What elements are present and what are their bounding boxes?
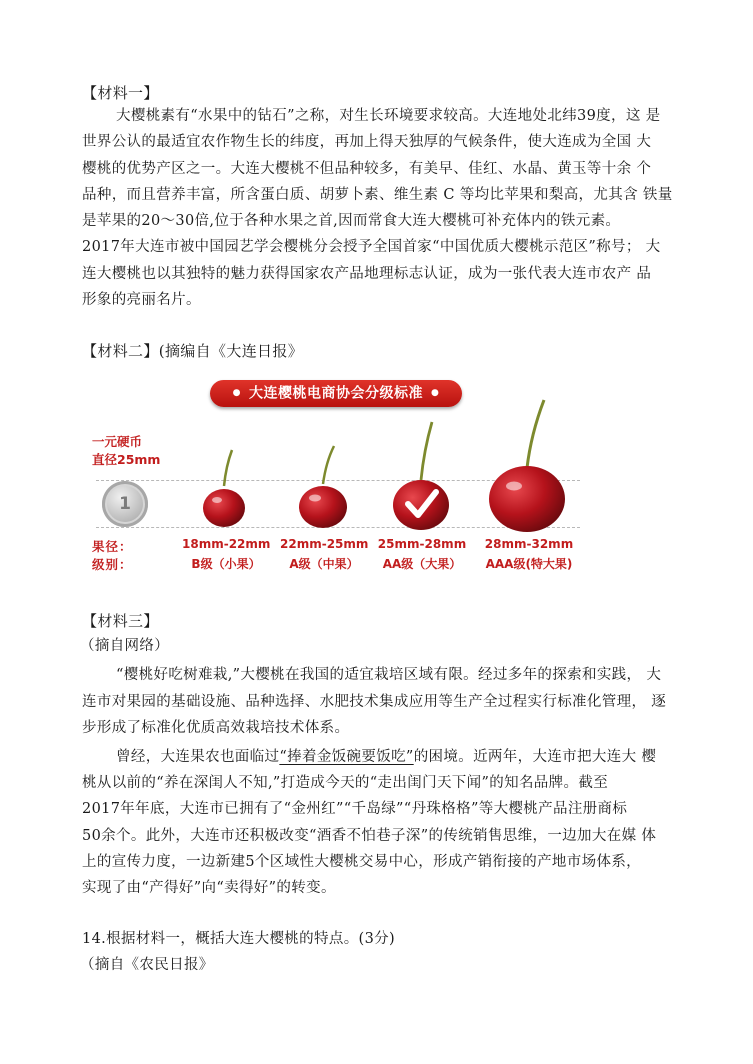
material1-heading: 【材料一】 — [82, 84, 159, 102]
grade-level: AAA级(特大果) — [485, 557, 573, 571]
grade-size: 25mm-28mm — [377, 537, 467, 551]
material3-line: 连市对果园的基础设施、品种选择、水肥技术集成应用等生产全过程实行标准化管理， 逐 — [82, 694, 667, 710]
question-source: （摘自《农民日报》 — [80, 957, 214, 973]
material3-line — [116, 747, 656, 767]
grade-size: 28mm-32mm — [484, 537, 574, 551]
text-run: 的困境。近两年，大连市把大连大 樱 — [413, 749, 657, 765]
material1-line: 品种，而且营养丰富，所含蛋白质、胡萝卜素、维生素 C 等均比苹果和梨高，尤其含 铁量 — [82, 187, 673, 203]
material3-line: 上的宣传力度，一边新建5个区域性大樱桃交易中心，形成产销衔接的产地市场体系， — [82, 854, 642, 870]
cherry-b-icon — [200, 448, 248, 530]
size-row-label: 果径： — [92, 539, 133, 554]
grade-size: 22mm-25mm — [280, 537, 369, 551]
cherry-a-icon — [296, 444, 350, 530]
figure-title-banner — [210, 380, 462, 407]
material1-line: 2017年大连市被中国园艺学会樱桃分会授予全国首家“中国优质大樱桃示范区”称号； 大 — [82, 239, 661, 255]
material3-heading: 【材料三】 — [82, 612, 159, 630]
material3-source: （摘自网络） — [80, 638, 170, 654]
question-text: 14.根据材料一，概括大连大樱桃的特点。(3分) — [82, 931, 395, 947]
material3-line: 2017年年底，大连市已拥有了“金州红”“千岛绿”“丹珠格格”等大樱桃产品注册商标 — [82, 801, 628, 817]
coin-glyph: 1 — [119, 494, 131, 514]
material3-line: 实现了由“产得好”向“卖得好”的转变。 — [82, 880, 336, 896]
grade-level: AA级（大果） — [382, 557, 462, 571]
material3-line: “樱桃好吃树难栽,”大樱桃在我国的适宜栽培区域有限。经过多年的探索和实践， 大 — [116, 667, 662, 683]
figure-title: 大连樱桃电商协会分级标准 — [249, 385, 423, 402]
material3-line: 桃从以前的“养在深闺人不知,”打造成今天的“走出闺门天下闻”的知名品牌。截至 — [82, 775, 609, 791]
coin-label: 一元硬币 — [92, 434, 143, 449]
grade-level: A级（中果） — [289, 557, 359, 571]
grade-size: 18mm-22mm — [182, 537, 271, 551]
underlined-phrase: “捧着金饭碗要饭吃” — [279, 749, 414, 765]
bullet-dot: ● — [232, 388, 241, 398]
text-run: 曾经，大连果农也面临过 — [116, 749, 280, 765]
material1-line: 是苹果的20～30倍,位于各种水果之首,因而常食大连大樱桃可补充体内的铁元素。 — [82, 213, 621, 229]
cherry-aaa-icon — [486, 398, 568, 534]
grade-row-label: 级别： — [92, 557, 133, 572]
bullet-dot: ● — [431, 388, 440, 398]
material2-heading: 【材料二】(摘编自《大连日报》 — [82, 342, 304, 360]
coin-diameter-label: 直径25mm — [92, 452, 161, 467]
grade-level: B级（小果） — [191, 557, 261, 571]
material1-line: 大樱桃素有“水果中的钻石”之称，对生长环境要求较高。大连地处北纬39度，这 是 — [116, 108, 661, 124]
cherry-grading-figure — [90, 368, 586, 578]
material3-line: 50余个。此外，大连市还积极改变“酒香不怕巷子深”的传统销售思维，一边加大在媒 体 — [82, 828, 657, 844]
cherry-aa-icon — [390, 420, 452, 532]
material3-line: 步形成了标准化优质高效栽培技术体系。 — [82, 720, 350, 736]
material1-line: 樱桃的优势产区之一。大连大樱桃不但品种较多，有美早、佳红、水晶、黄玉等十余 个 — [82, 161, 652, 177]
coin-icon — [102, 481, 148, 527]
material1-line: 形象的亮丽名片。 — [82, 292, 201, 308]
material1-line: 世界公认的最适宜农作物生长的纬度，再加上得天独厚的气候条件，使大连成为全国 大 — [82, 134, 652, 150]
material1-line: 连大樱桃也以其独特的魅力获得国家农产品地理标志认证，成为一张代表大连市农产 品 — [82, 266, 652, 282]
